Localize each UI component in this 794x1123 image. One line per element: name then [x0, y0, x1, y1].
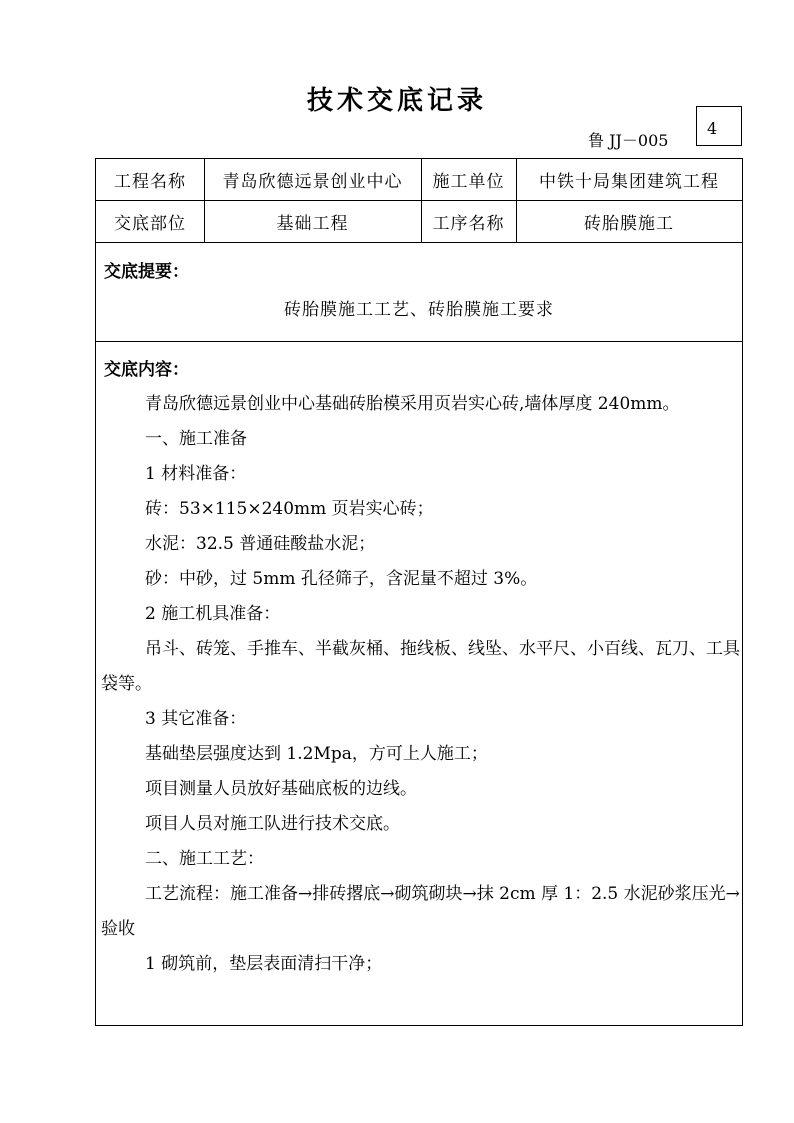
content-paragraph: 2 施工机具准备：: [145, 604, 281, 624]
process-label: 工序名称: [432, 213, 505, 234]
location-label: 交底部位: [114, 213, 186, 234]
content-paragraph: 1 材料准备：: [145, 464, 247, 484]
content-paragraph: 1 砌筑前，垫层表面清扫干净；: [145, 954, 383, 974]
row-divider: [96, 242, 742, 243]
content-paragraph: 二、施工工艺：: [145, 849, 264, 869]
document-title: 技术交底记录: [306, 86, 487, 116]
process-value: 砖胎膜施工: [584, 213, 674, 234]
content-label: 交底内容：: [104, 360, 189, 380]
record-table: [95, 158, 743, 1026]
summary-text: 砖胎膜施工工艺、砖胎膜施工要求: [284, 300, 554, 320]
content-paragraph: 吊斗、砖笼、手推车、半截灰桶、拖线板、线坠、水平尺、小百线、瓦刀、工具袋等。: [101, 639, 740, 694]
content-paragraph: 工艺流程：施工准备→排砖撂底→砌筑砌块→抹 2cm 厚 1：2.5 水泥砂浆压光→验收: [101, 884, 740, 939]
page-number-box: 4: [696, 106, 742, 146]
location-value: 基础工程: [276, 213, 349, 234]
project-name-value: 青岛欣德远景创业中心: [222, 172, 403, 192]
content-paragraph: 基础垫层强度达到 1.2Mpa，方可上人施工；: [145, 744, 488, 764]
content-paragraph: 青岛欣德远景创业中心基础砖胎模采用页岩实心砖,墙体厚度 240mm。: [145, 394, 680, 414]
contractor-label: 施工单位: [432, 172, 505, 192]
content-body: [101, 387, 741, 982]
row-divider: [96, 341, 742, 342]
content-paragraph: 砂：中砂，过 5mm 孔径筛子，含泥量不超过 3%。: [145, 569, 538, 589]
content-paragraph: 项目测量人员放好基础底板的边线。: [145, 779, 417, 799]
contractor-value: 中铁十局集团建筑工程: [539, 172, 719, 192]
summary-label: 交底提要：: [104, 262, 189, 282]
content-paragraph: 砖：53×115×240mm 页岩实心砖；: [145, 499, 434, 519]
document-code: 鲁 JJ－005: [588, 131, 669, 150]
content-paragraph: 3 其它准备：: [145, 709, 247, 729]
content-paragraph: 一、施工准备: [145, 429, 247, 449]
content-paragraph: 项目人员对施工队进行技术交底。: [145, 814, 400, 834]
content-paragraph: 水泥：32.5 普通硅酸盐水泥；: [145, 534, 376, 554]
project-name-label: 工程名称: [114, 172, 186, 192]
